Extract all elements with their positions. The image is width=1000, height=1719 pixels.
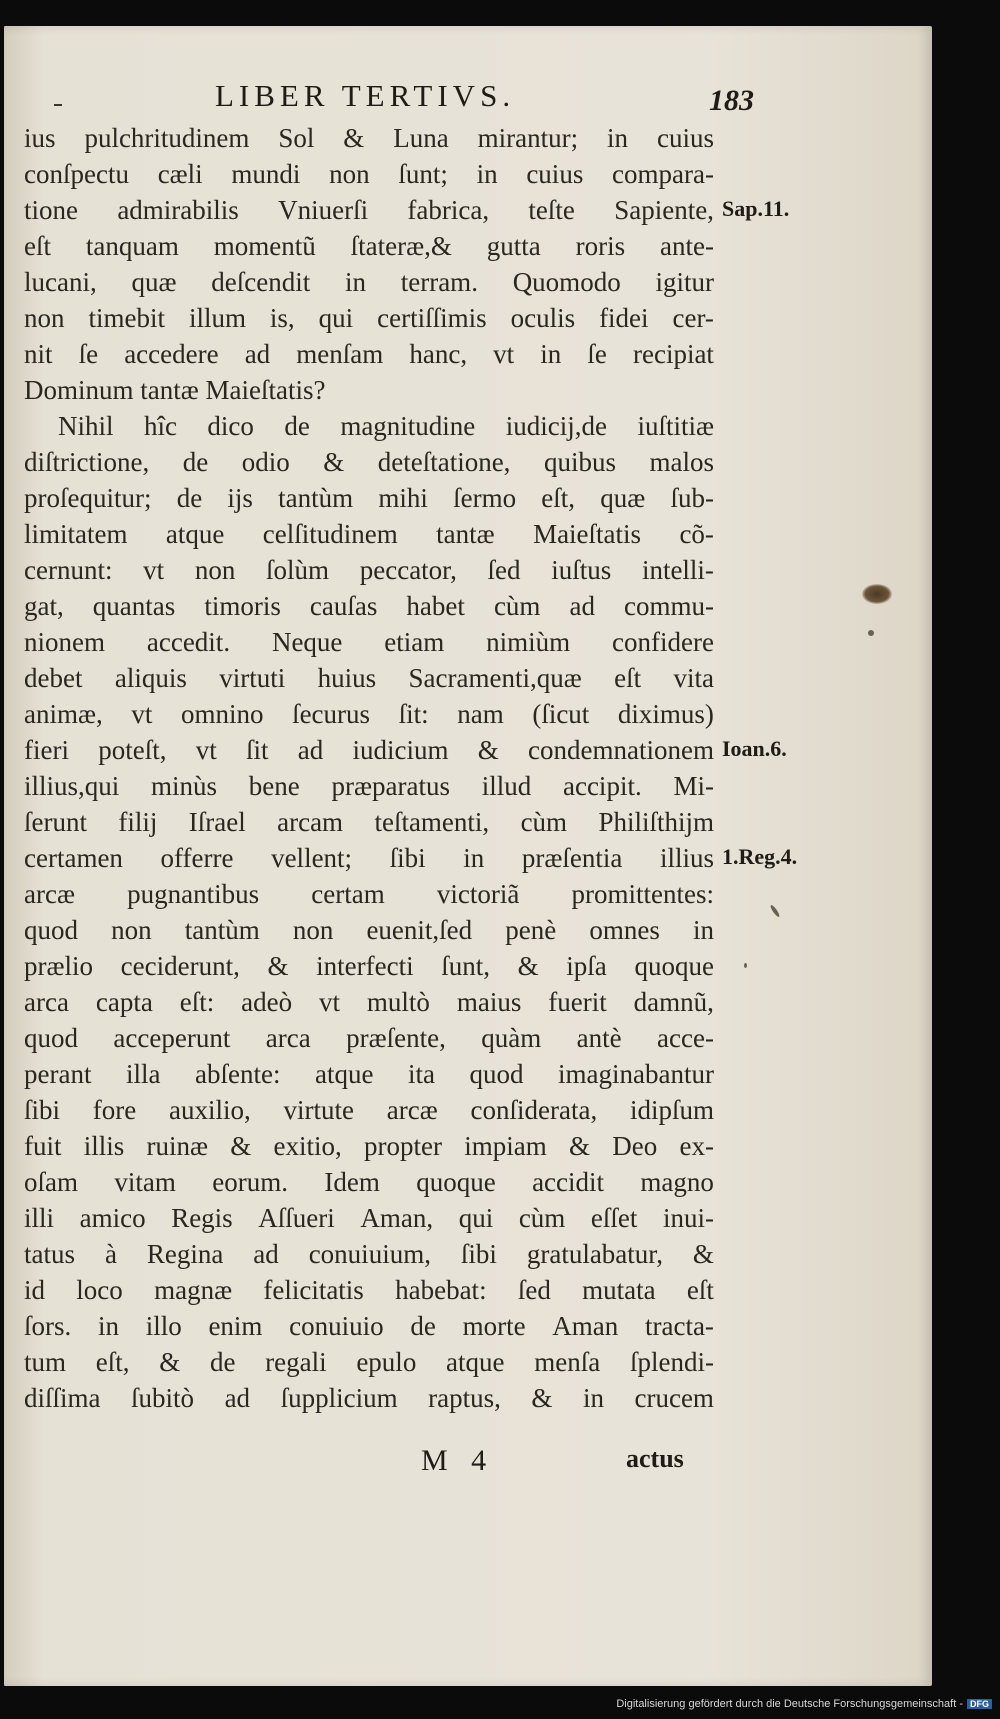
running-title: LIBER TERTIVS. xyxy=(215,78,516,113)
text-line: illius,qui minùs bene præparatus illud accipit. Mi- xyxy=(24,771,714,801)
text-line: ius pulchritudinem Sol & Luna mirantur; in cuius xyxy=(24,123,714,153)
margin-note-sap: Sap.11. xyxy=(722,196,790,221)
text-line: Dominum tantæ Maieſtatis? xyxy=(24,375,326,405)
ink-blot xyxy=(862,584,892,604)
text-line: eſt tanquam momentũ ſtateræ,& gutta roris ante- xyxy=(24,231,714,261)
text-line: prælio ceciderunt, & interfecti ſunt, & ipſa quoque xyxy=(24,951,714,981)
text-line: ſerunt filij Iſrael arcam teſtamenti, cùm Philiſthijm xyxy=(24,807,714,837)
text-line: limitatem atque celſitudinem tantæ Maieſtatis cõ- xyxy=(24,519,714,549)
text-line: arcæ pugnantibus certam victoriã promittentes: xyxy=(24,879,714,909)
text-line: ſors. in illo enim conuiuio de morte Aman tracta- xyxy=(24,1311,714,1341)
text-line: fuit illis ruinæ & exitio, propter impiam & Deo ex- xyxy=(24,1131,714,1161)
text-line: tione admirabilis Vniuerſi fabrica, teſte Sapiente, xyxy=(24,195,714,225)
text-line: quod acceperunt arca præſente, quàm antè acce- xyxy=(24,1023,714,1053)
page-number: 183 xyxy=(709,84,754,117)
text-line: nit ſe accedere ad menſam hanc, vt in ſe recipiat xyxy=(24,339,714,369)
text-line: perant illa abſente: atque ita quod imaginabantur xyxy=(24,1059,714,1089)
catchword: actus xyxy=(626,1444,684,1473)
text-line: nionem accedit. Neque etiam nimiùm confidere xyxy=(24,627,714,657)
text-line: non timebit illum is, qui certiſſimis oculis fidei cer- xyxy=(24,303,714,333)
paper-speck xyxy=(868,630,874,636)
text-line: gat, quantas timoris cauſas habet cùm ad commu- xyxy=(24,591,714,621)
text-line: fieri poteſt, vt ſit ad iudicium & condemnationem xyxy=(24,735,714,765)
text-line: debet aliquis virtuti huius Sacramenti,quæ eſt vita xyxy=(24,663,714,693)
dfg-logo-icon: DFG xyxy=(967,1699,992,1709)
text-line: cernunt: vt non ſolùm peccator, ſed iuſtus intelli- xyxy=(24,555,714,585)
text-line: conſpectu cæli mundi non ſunt; in cuius compara- xyxy=(24,159,714,189)
text-line: oſam vitam eorum. Idem quoque accidit magno xyxy=(24,1167,714,1197)
signature-mark: M 4 xyxy=(421,1444,495,1477)
text-line: arca capta eſt: adeò vt multò maius fuerit damnũ, xyxy=(24,987,714,1017)
text-line: certamen offerre vellent; ſibi in præſentia illius xyxy=(24,843,714,873)
text-line: proſequitur; de ijs tantùm mihi ſermo eſt, quæ ſub- xyxy=(24,483,714,513)
text-line: quod non tantùm non euenit,ſed penè omnes in xyxy=(24,915,714,945)
text-line: illi amico Regis Aſſueri Aman, qui cùm eſſet inui- xyxy=(24,1203,714,1233)
credit-text: Digitalisierung gefördert durch die Deutsche Forschungsgemeinschaft - xyxy=(616,1698,963,1710)
text-line: lucani, quæ deſcendit in terram. Quomodo igitur xyxy=(24,267,714,297)
text-line: tatus à Regina ad conuiuium, ſibi gratulabatur, & xyxy=(24,1239,714,1269)
text-line: Nihil hîc dico de magnitudine iudicij,de iuſtitiæ xyxy=(58,411,714,441)
margin-note-reg: 1.Reg.4. xyxy=(722,844,798,869)
digitization-credit xyxy=(616,1698,992,1710)
margin-note-ioan: Ioan.6. xyxy=(722,736,787,761)
text-line: tum eſt, & de regali epulo atque menſa ſplendi- xyxy=(24,1347,714,1377)
header-dash xyxy=(54,104,62,106)
text-line: diſtrictione, de odio & deteſtatione, quibus malos xyxy=(24,447,714,477)
text-line: animæ, vt omnino ſecurus ſit: nam (ſicut diximus) xyxy=(24,699,714,729)
paper-speck xyxy=(744,963,747,968)
text-line: ſibi fore auxilio, virtute arcæ conſiderata, idipſum xyxy=(24,1095,714,1125)
text-line: diſſima ſubitò ad ſupplicium raptus, & in crucem xyxy=(24,1383,714,1413)
body-text xyxy=(24,120,714,1416)
text-line: id loco magnæ felicitatis habebat: ſed mutata eſt xyxy=(24,1275,714,1305)
